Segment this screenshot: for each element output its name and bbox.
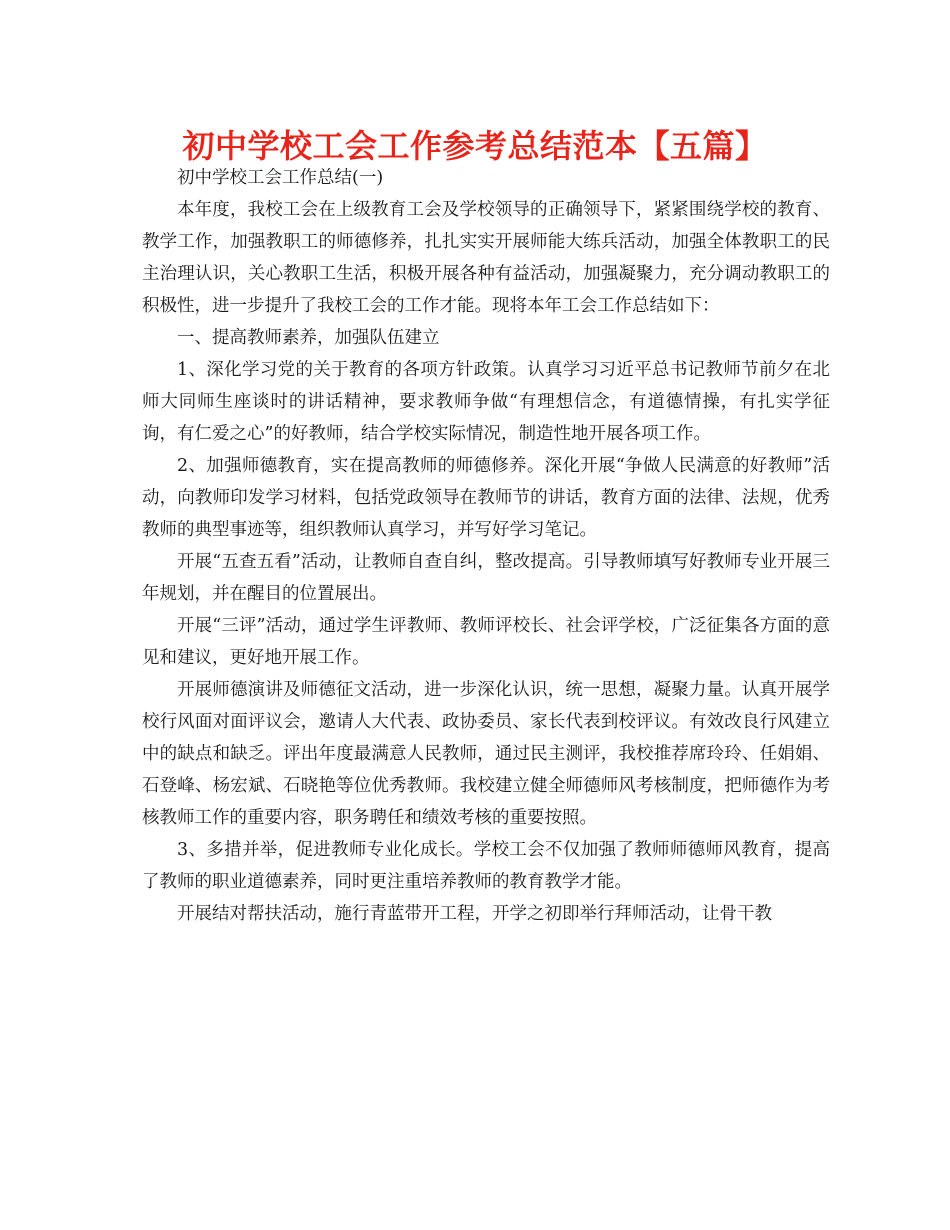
paragraph: 3、多措并举，促进教师专业化成长。学校工会不仅加强了教师师德师风教育，提高了教师的职业道德素养，同时更注重培养教师的教育教学才能。 — [142, 840, 830, 892]
paragraph: 开展“三评”活动，通过学生评教师、教师评校长、社会评学校，广泛征集各方面的意见和建议，更好地开展工作。 — [142, 616, 830, 668]
paragraph: 开展“五查五看”活动，让教师自查自纠，整改提高。引导教师填写好教师专业开展三年规划，并在醒目的位置展出。 — [142, 552, 830, 604]
paragraph: 2、加强师德教育，实在提高教师的师德修养。深化开展“争做人民满意的好教师”活动，向教师印发学习材料，包括党政领导在教师节的讲话，教育方面的法律、法规，优秀教师的典型事迹等，组织教师认真学习，并写好学习笔记。 — [142, 456, 830, 540]
paragraph: 开展结对帮扶活动，施行青蓝带开工程，开学之初即举行拜师活动，让骨干教 — [177, 904, 772, 924]
paragraph: 开展师德演讲及师德征文活动，进一步深化认识，统一思想，凝聚力量。认真开展学校行风面对面评议会，邀请人大代表、政协委员、家长代表到校评议。有效改良行风建立中的缺点和缺乏。评出年度最满意人民教师，通过民主测评，我校推荐席玲玲、任娟娟、石登峰、杨宏斌、石晓艳等位优秀教师。我校建立健全师德师风考核制度，把师德作为考核教师工作的重要内容，职务聘任和绩效考核的重要按照。 — [142, 680, 830, 828]
document-title: 初中学校工会工作参考总结范本【五篇】 — [182, 127, 768, 165]
section-heading: 一、提高教师素养，加强队伍建立 — [177, 328, 440, 348]
paragraph: 1、深化学习党的关于教育的各项方针政策。认真学习习近平总书记教师节前夕在北师大同师生座谈时的讲话精神，要求教师争做“有理想信念，有道德情操，有扎实学征询，有仁爱之心”的好教师，结合学校实际情况，制造性地开展各项工作。 — [142, 360, 830, 444]
paragraph-subtitle: 初中学校工会工作总结(一) — [177, 168, 384, 188]
document-body — [142, 162, 830, 930]
paragraph: 本年度，我校工会在上级教育工会及学校领导的正确领导下，紧紧围绕学校的教育、教学工作，加强教职工的师德修养，扎扎实实开展师能大练兵活动，加强全体教职工的民主治理认识，关心教职工生活，积极开展各种有益活动，加强凝聚力，充分调动教职工的积极性，进一步提升了我校工会的工作才能。现将本年工会工作总结如下： — [142, 200, 830, 316]
